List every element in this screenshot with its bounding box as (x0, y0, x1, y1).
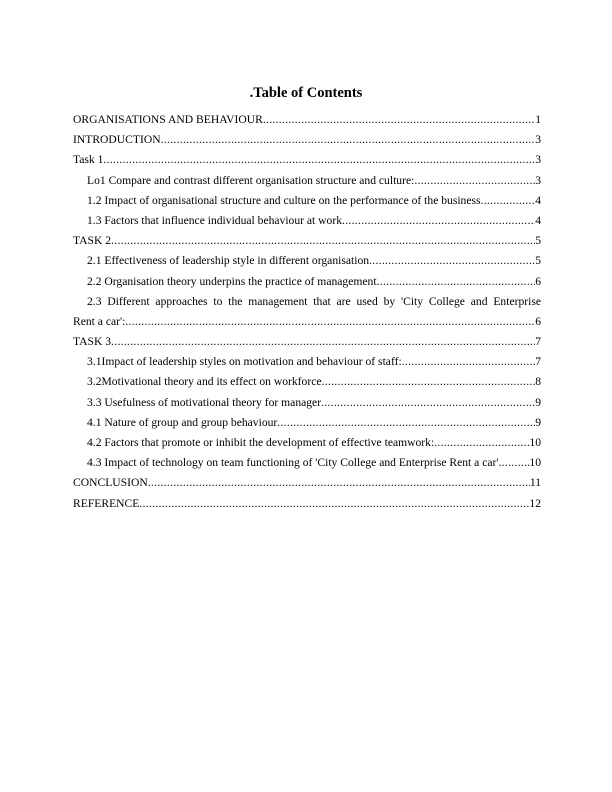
toc-entry[interactable] (73, 473, 541, 493)
toc-entry-label: 3.2Motivational theory and its effect on workforce (87, 375, 322, 389)
toc-entry[interactable] (73, 110, 541, 130)
toc-page-number: 10 (529, 436, 541, 449)
toc-page-number: 6 (535, 314, 541, 328)
toc-page-number: 11 (529, 476, 541, 490)
toc-entry-label: 2.2 Organisation theory underpins the practice of management (87, 274, 377, 288)
toc-leader-dots (111, 231, 535, 251)
toc-entry-label: 3.1Impact of leadership styles on motivation and behaviour of staff: (87, 355, 402, 369)
toc-page-number: 10 (529, 456, 541, 470)
toc-leader-dots (498, 453, 529, 473)
toc-page-number: 5 (535, 234, 541, 248)
toc-entry-label: TASK 2 (73, 234, 112, 248)
toc-leader-dots (161, 130, 536, 150)
toc-entry-label: Task 1 (73, 153, 104, 167)
toc-entry[interactable] (73, 453, 541, 473)
toc-entry[interactable] (73, 413, 541, 433)
toc-leader-dots (263, 110, 535, 130)
toc-entry[interactable] (73, 332, 541, 352)
toc-leader-dots (414, 171, 535, 191)
toc-entry[interactable] (73, 231, 541, 251)
toc-entry-label: 3.3 Usefulness of motivational theory for manager (87, 395, 322, 409)
toc-entry[interactable] (73, 433, 541, 453)
toc-entry[interactable] (73, 211, 541, 231)
toc-leader-dots (148, 473, 530, 493)
toc-entry[interactable] (73, 272, 541, 292)
toc-entry[interactable] (73, 372, 541, 392)
toc-page-number: 4 (535, 193, 541, 207)
toc-entry-label: TASK 3 (73, 335, 112, 349)
toc-leader-dots (139, 494, 529, 514)
toc-leader-dots (111, 332, 535, 352)
toc-entry[interactable] (73, 312, 541, 332)
toc-entry[interactable] (73, 352, 541, 372)
toc-leader-dots (481, 191, 536, 211)
toc-leader-dots (321, 393, 535, 413)
toc-entry-wrapped-line[interactable] (73, 292, 541, 312)
toc-page-number: 6 (535, 274, 541, 288)
toc-entry[interactable] (73, 494, 541, 514)
toc-entry-label: Lo1 Compare and contrast different organisation structure and culture: (87, 173, 415, 187)
toc-page-number: 4 (535, 213, 541, 227)
toc-leader-dots (342, 211, 535, 231)
toc-page-number: 3 (535, 153, 541, 167)
toc-page-number: 9 (535, 415, 541, 429)
toc-entry[interactable] (73, 251, 541, 271)
toc-page-number: 5 (535, 254, 541, 268)
toc-entry-label: 4.2 Factors that promote or inhibit the development of effective teamwork: (87, 436, 435, 449)
toc-entry[interactable] (73, 150, 541, 170)
toc-leader-dots (402, 352, 536, 372)
toc-leader-dots (434, 433, 529, 453)
toc-entry[interactable] (73, 191, 541, 211)
toc-page-number: 1 (535, 113, 541, 126)
table-of-contents (73, 110, 541, 514)
toc-entry-label: INTRODUCTION (73, 133, 161, 147)
toc-page-number: 3 (535, 133, 541, 147)
toc-entry-label: CONCLUSION (73, 476, 148, 490)
toc-page-number: 7 (535, 335, 541, 349)
toc-leader-dots (125, 312, 535, 332)
toc-entry-label: Rent a car': (73, 314, 126, 328)
toc-entry[interactable] (73, 393, 541, 413)
toc-entry[interactable] (73, 130, 541, 150)
toc-leader-dots (322, 372, 536, 392)
toc-leader-dots (377, 272, 536, 292)
toc-entry-label: REFERENCE (73, 496, 140, 510)
toc-page-number: 12 (529, 496, 541, 510)
toc-entry-label: 4.3 Impact of technology on team functioning of 'City College and Enterprise Rent a car' (87, 456, 499, 470)
toc-title: .Table of Contents (249, 85, 363, 101)
toc-leader-dots (369, 251, 535, 271)
toc-entry[interactable] (73, 171, 541, 191)
toc-page-number: 8 (535, 375, 541, 389)
toc-entry-label-line1: 2.3 Different approaches to the management that are used by 'City College and Enterprise (87, 294, 541, 308)
toc-entry-label: 1.3 Factors that influence individual behaviour at work (87, 213, 342, 227)
toc-leader-dots (277, 413, 535, 433)
toc-leader-dots (103, 150, 535, 170)
toc-entry-label: 4.1 Nature of group and group behaviour (87, 415, 278, 429)
toc-entry-label: 1.2 Impact of organisational structure and culture on the performance of the business (87, 193, 481, 207)
toc-page-number: 3 (535, 173, 541, 187)
toc-entry-label: 2.1 Effectiveness of leadership style in different organisation (87, 254, 370, 268)
toc-page-number: 9 (535, 395, 541, 409)
toc-page-number: 7 (535, 355, 541, 369)
toc-entry-label: ORGANISATIONS AND BEHAVIOUR (73, 113, 263, 126)
